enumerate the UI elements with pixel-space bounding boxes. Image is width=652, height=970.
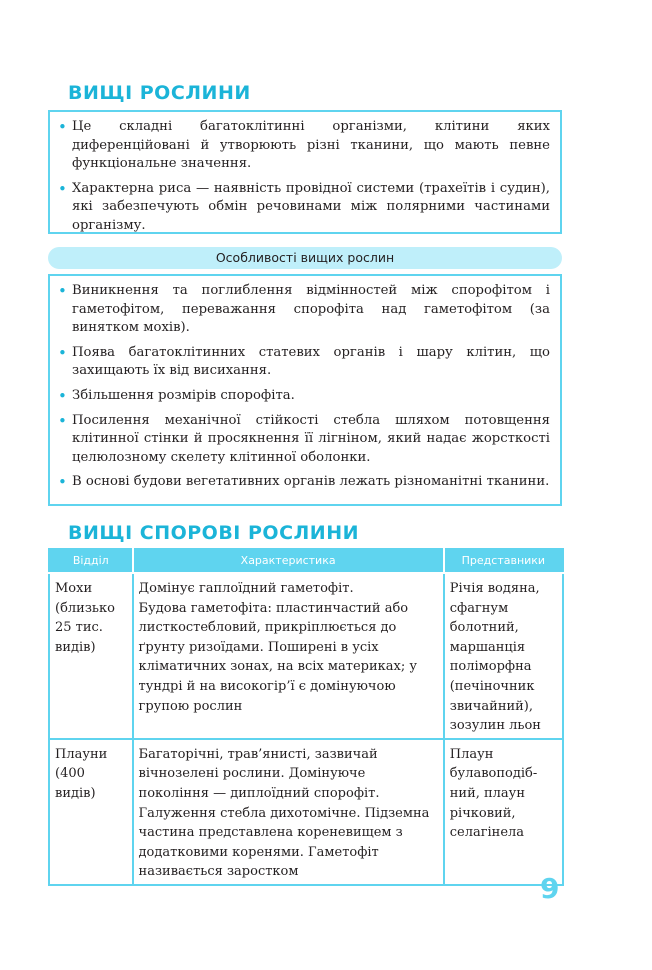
features-list — [50, 276, 560, 502]
table-header-row — [49, 548, 563, 573]
features-banner: Особливості вищих рослин — [48, 247, 562, 269]
cell-representatives: Плаун булавоподіб- ний, плаун річковий, селагінела — [444, 739, 563, 885]
header-division: Відділ — [49, 548, 133, 573]
definition-list — [50, 112, 560, 246]
cell-division: Плауни (400 видів) — [49, 739, 133, 885]
cell-characteristics: Багаторічні, трав’янисті, зазвичай вічнозелені рослини. Домінуюче покоління — диплоїдний спорофіт. Галуження стебла дихотомічне. Підземна частина представлена кореневищем з додатковими коренями. Гаметофіт називається заростком — [133, 739, 444, 885]
list-item: • Збільшення розмірів спорофіта. — [72, 387, 550, 406]
header-representatives: Представники — [444, 548, 563, 573]
page-number: 9 — [540, 872, 560, 905]
cell-representatives: Річія водяна, сфагнум болотний, маршанція поліморфна (печіночник звичайний), зозулин льон — [444, 573, 563, 739]
list-item: • Виникнення та поглиблення відмінностей між спорофітом і гаметофітом, переважання спорофіта над гаметофітом (за винятком мохів). — [72, 282, 550, 338]
list-item: • Це складні багатоклітинні організми, клітини яких диференційовані й утворюють різні тканини, що мають певне функціональне значення. — [72, 118, 550, 174]
table-row — [49, 573, 563, 739]
list-item: • Характерна риса — наявність провідної системи (трахеїтів і судин), які забезпечують обмін речовинами між полярними частинами організму. — [72, 180, 550, 236]
list-item: • Поява багатоклітинних статевих органів і шару клітин, що захищають їх від висихання. — [72, 344, 550, 381]
spore-plants-table — [48, 548, 564, 886]
section-title-spore-plants: ВИЩІ СПОРОВІ РОСЛИНИ — [68, 522, 360, 544]
header-characteristics: Характеристика — [133, 548, 444, 573]
list-item: • Посилення механічної стійкості стебла шляхом потовщення клітинної стінки й просякнення її лігніном, який надає жорсткості целюлозному скелету клітинної оболонки. — [72, 412, 550, 468]
cell-division: Мохи (близько 25 тис. видів) — [49, 573, 133, 739]
features-box — [48, 274, 562, 506]
list-item: • В основі будови вегетативних органів лежать різноманітні тканини. — [72, 473, 550, 492]
table-row — [49, 739, 563, 885]
cell-characteristics: Домінує гаплоїдний гаметофіт. Будова гаметофіта: пластинчастий або листкостебловий, прикріплюється до ґрунту ризоїдами. Поширені в усіх кліматичних зонах, на всіх материках; у тундрі й на високогір’ї є домінуючою групою рослин — [133, 573, 444, 739]
higher-plants-definition-box — [48, 110, 562, 234]
section-title-higher-plants: ВИЩІ РОСЛИНИ — [68, 82, 251, 104]
